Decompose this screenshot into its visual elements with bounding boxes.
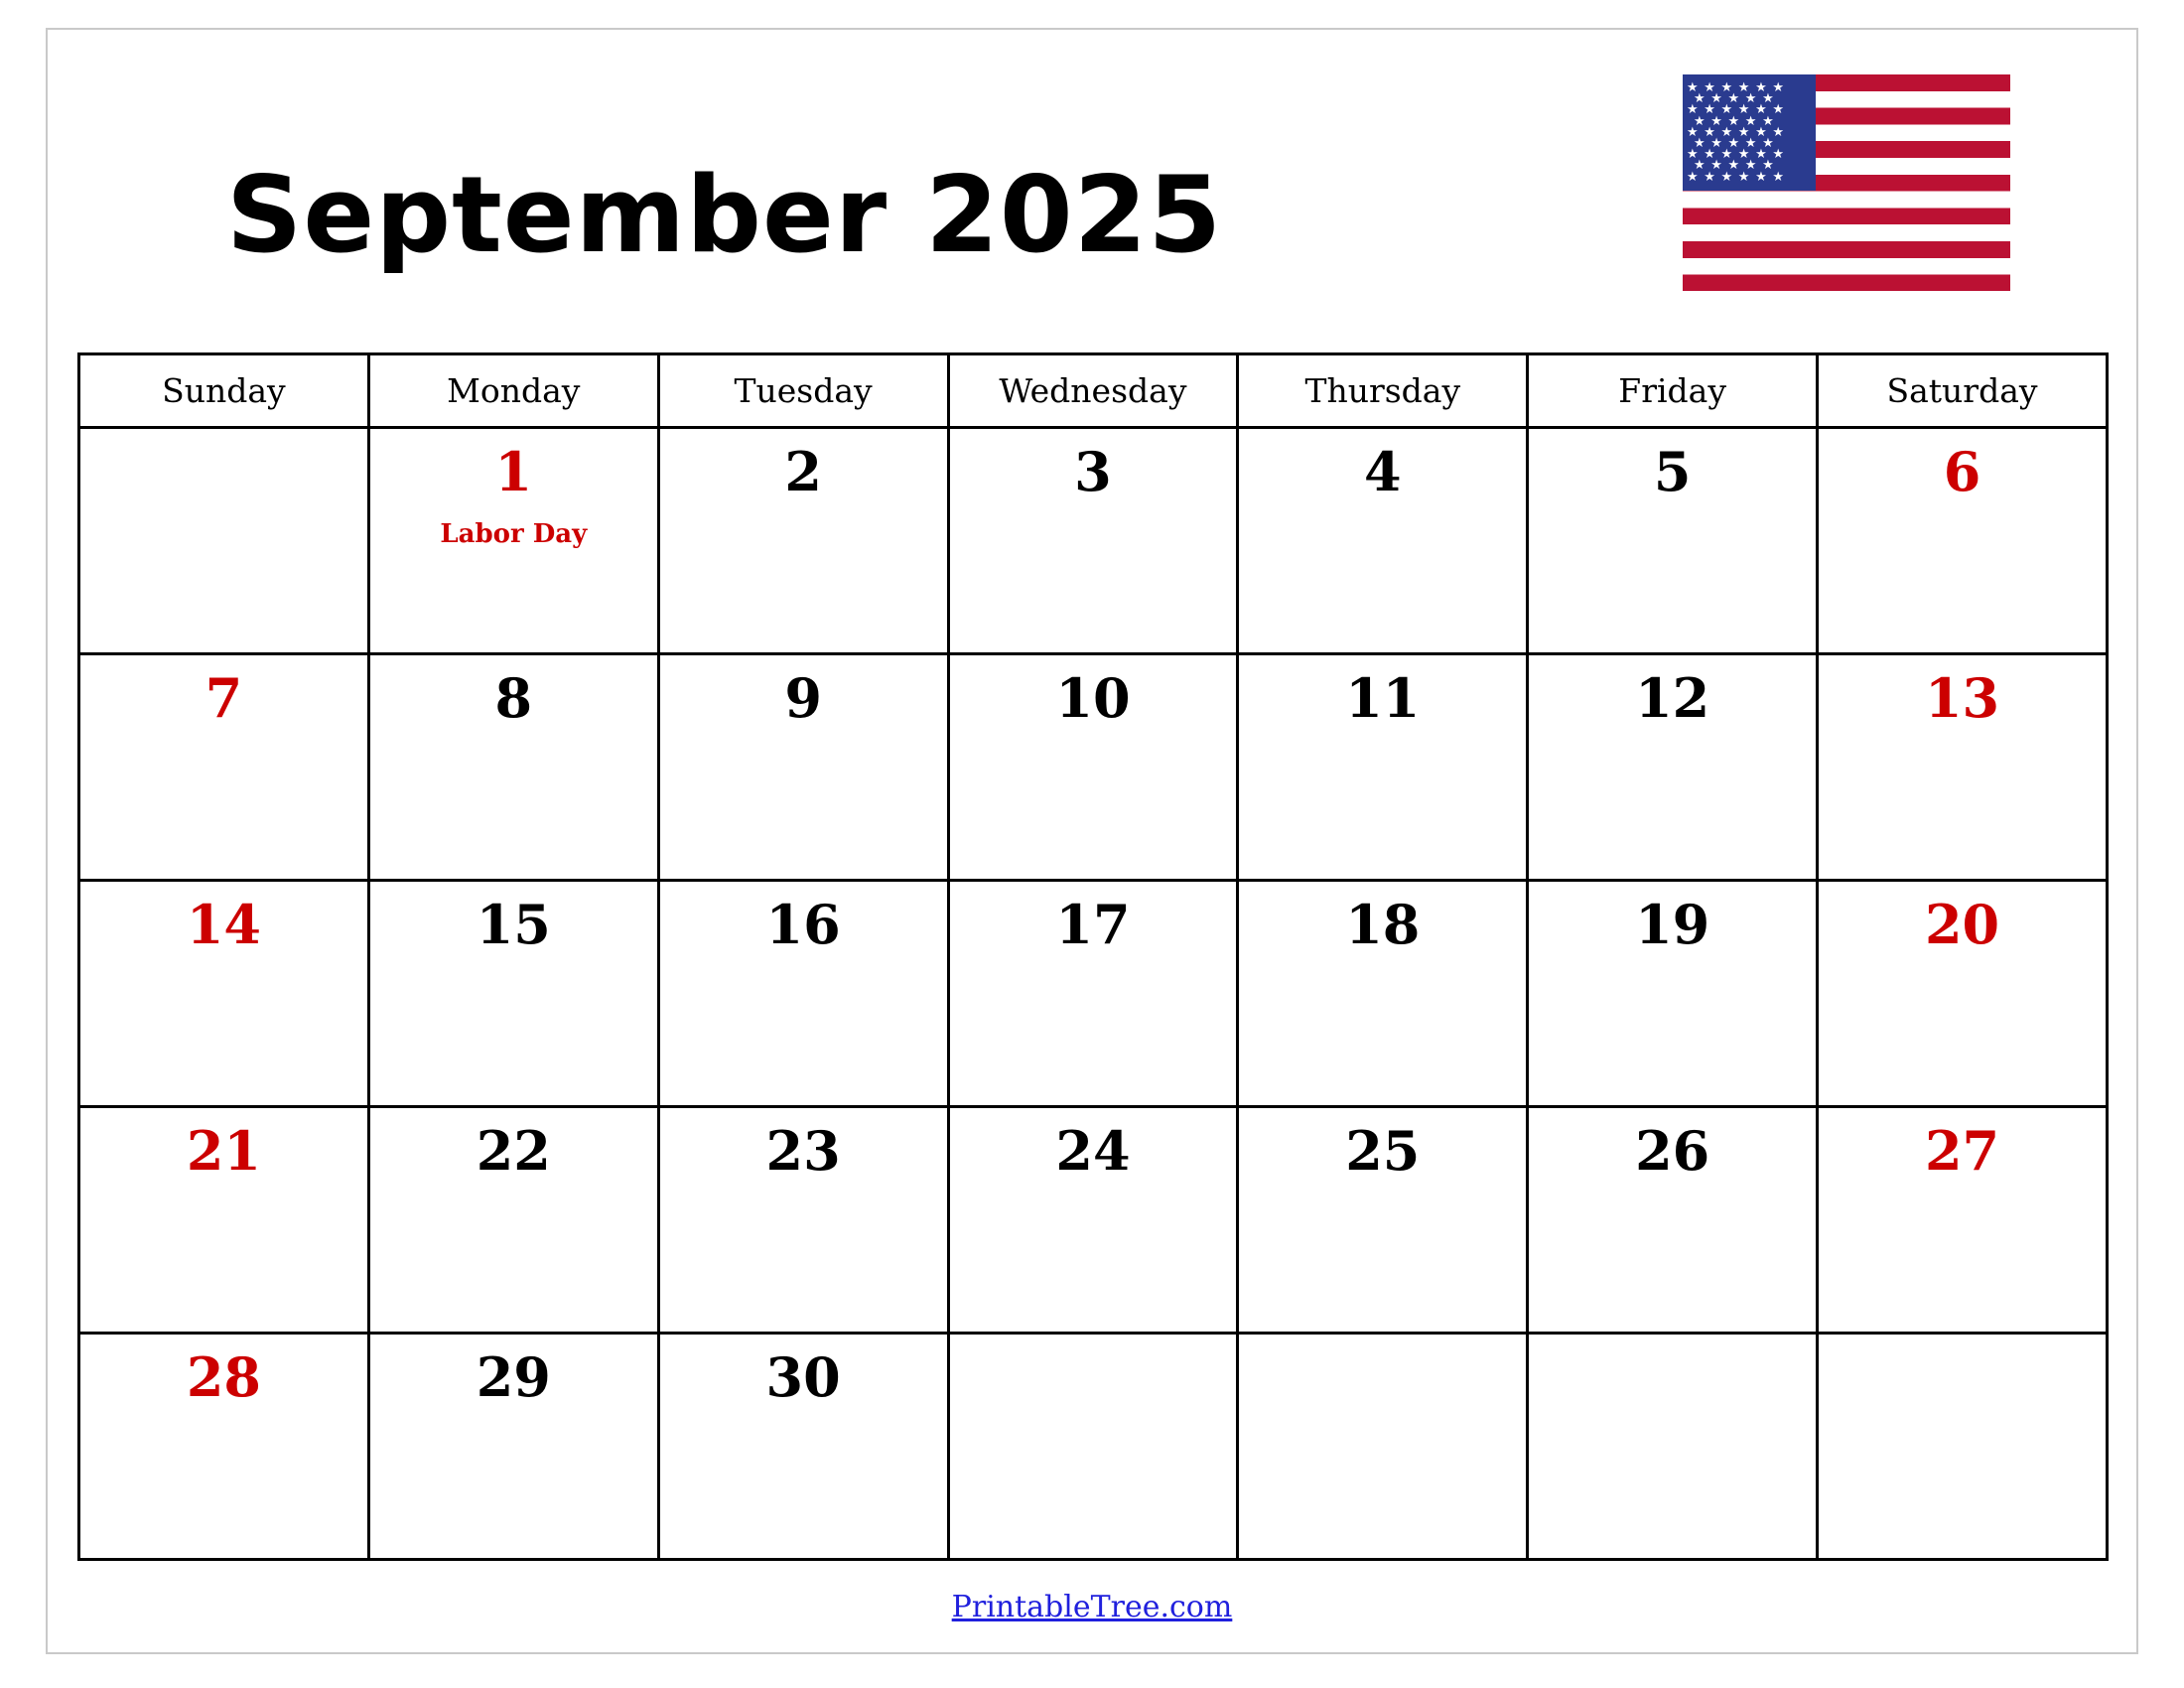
weekday-header-row bbox=[79, 354, 2108, 428]
calendar-day-cell[interactable] bbox=[1238, 428, 1528, 654]
flag-stars: ★ ★ ★ ★ ★ ★ ★ ★ ★ ★ ★ ★ ★ ★ ★ ★ ★ ★ ★ ★ ★ ★ ★ ★ ★ ★ ★ ★ ★ ★ ★ ★ ★ ★ ★ ★ ★ ★ ★ ★ ★ ★ ★ ★ ★ ★ ★ ★ ★ ★ bbox=[1687, 79, 1785, 184]
day-number: 16 bbox=[765, 893, 841, 956]
calendar-day-cell[interactable] bbox=[79, 1334, 369, 1560]
day-number: 8 bbox=[494, 666, 533, 730]
day-number: 1 bbox=[494, 440, 533, 503]
day-number: 13 bbox=[1924, 666, 2000, 730]
calendar-day-cell[interactable] bbox=[1528, 1107, 1818, 1334]
day-number: 12 bbox=[1635, 666, 1710, 730]
weekday-header-tuesday: Tuesday bbox=[658, 354, 948, 428]
calendar-day-cell[interactable] bbox=[658, 654, 948, 881]
day-number bbox=[950, 1335, 1237, 1350]
day-number: 2 bbox=[784, 440, 822, 503]
footer bbox=[48, 1590, 2136, 1624]
day-number: 19 bbox=[1635, 893, 1710, 956]
calendar-day-cell[interactable] bbox=[368, 428, 658, 654]
calendar-day-cell[interactable] bbox=[79, 428, 369, 654]
calendar-day-cell[interactable] bbox=[948, 881, 1238, 1107]
calendar-grid bbox=[77, 352, 2109, 1561]
day-number: 9 bbox=[784, 666, 822, 730]
calendar-day-cell[interactable] bbox=[948, 428, 1238, 654]
day-number bbox=[1239, 1335, 1526, 1350]
day-number: 27 bbox=[1924, 1119, 2000, 1183]
calendar-week-row bbox=[79, 881, 2108, 1107]
calendar-day-cell[interactable] bbox=[948, 1107, 1238, 1334]
calendar-day-cell[interactable] bbox=[1818, 1107, 2108, 1334]
day-number: 7 bbox=[205, 666, 243, 730]
calendar-day-cell[interactable] bbox=[1528, 1334, 1818, 1560]
usa-flag-icon bbox=[1683, 74, 2010, 291]
day-number: 28 bbox=[186, 1345, 261, 1409]
calendar-day-cell[interactable] bbox=[1238, 881, 1528, 1107]
day-number: 18 bbox=[1345, 893, 1421, 956]
calendar-day-cell[interactable] bbox=[1528, 881, 1818, 1107]
calendar-day-cell[interactable] bbox=[658, 428, 948, 654]
weekday-header-sunday: Sunday bbox=[79, 354, 369, 428]
calendar-week-row bbox=[79, 1334, 2108, 1560]
day-number: 25 bbox=[1345, 1119, 1421, 1183]
day-number: 5 bbox=[1653, 440, 1692, 503]
page-title: September 2025 bbox=[226, 154, 1223, 276]
day-number bbox=[1819, 1335, 2106, 1350]
calendar-day-cell[interactable] bbox=[1818, 428, 2108, 654]
calendar-day-cell[interactable] bbox=[79, 881, 369, 1107]
day-number: 29 bbox=[476, 1345, 551, 1409]
calendar-week-row bbox=[79, 428, 2108, 654]
calendar-day-cell[interactable] bbox=[1238, 1107, 1528, 1334]
weekday-header-friday: Friday bbox=[1528, 354, 1818, 428]
calendar-day-cell[interactable] bbox=[368, 1334, 658, 1560]
day-number bbox=[1529, 1335, 1816, 1350]
day-number: 14 bbox=[186, 893, 261, 956]
day-number: 3 bbox=[1074, 440, 1112, 503]
weekday-header-thursday: Thursday bbox=[1238, 354, 1528, 428]
calendar-week-row bbox=[79, 1107, 2108, 1334]
calendar-sheet bbox=[46, 28, 2138, 1654]
calendar-day-cell[interactable] bbox=[1818, 654, 2108, 881]
calendar-day-cell[interactable] bbox=[948, 1334, 1238, 1560]
calendar-day-cell[interactable] bbox=[658, 1334, 948, 1560]
day-number: 6 bbox=[1943, 440, 1981, 503]
day-number bbox=[80, 429, 367, 445]
day-number: 21 bbox=[186, 1119, 261, 1183]
calendar-day-cell[interactable] bbox=[658, 1107, 948, 1334]
printabletree-link[interactable]: PrintableTree.com bbox=[951, 1590, 1233, 1624]
calendar-day-cell[interactable] bbox=[658, 881, 948, 1107]
calendar-day-cell[interactable] bbox=[368, 654, 658, 881]
weekday-header-wednesday: Wednesday bbox=[948, 354, 1238, 428]
calendar-day-cell[interactable] bbox=[1528, 654, 1818, 881]
day-number: 4 bbox=[1364, 440, 1402, 503]
calendar-day-cell[interactable] bbox=[1238, 654, 1528, 881]
calendar-day-cell[interactable] bbox=[368, 1107, 658, 1334]
calendar-header bbox=[48, 30, 2136, 328]
day-number: 11 bbox=[1345, 666, 1421, 730]
calendar-day-cell[interactable] bbox=[948, 654, 1238, 881]
calendar-day-cell[interactable] bbox=[1238, 1334, 1528, 1560]
calendar-day-cell[interactable] bbox=[1818, 881, 2108, 1107]
calendar-week-row bbox=[79, 654, 2108, 881]
day-number: 22 bbox=[476, 1119, 551, 1183]
day-number: 15 bbox=[476, 893, 551, 956]
calendar-day-cell[interactable] bbox=[1818, 1334, 2108, 1560]
day-number: 17 bbox=[1055, 893, 1131, 956]
day-event-label: Labor Day bbox=[440, 519, 588, 549]
calendar-day-cell[interactable] bbox=[1528, 428, 1818, 654]
weekday-header-monday: Monday bbox=[368, 354, 658, 428]
calendar-day-cell[interactable] bbox=[368, 881, 658, 1107]
day-number: 20 bbox=[1924, 893, 2000, 956]
day-number: 26 bbox=[1635, 1119, 1710, 1183]
day-number: 10 bbox=[1055, 666, 1131, 730]
day-number: 30 bbox=[765, 1345, 841, 1409]
calendar-day-cell[interactable] bbox=[79, 1107, 369, 1334]
day-number: 23 bbox=[765, 1119, 841, 1183]
calendar-day-cell[interactable] bbox=[79, 654, 369, 881]
weekday-header-saturday: Saturday bbox=[1818, 354, 2108, 428]
day-number: 24 bbox=[1055, 1119, 1131, 1183]
